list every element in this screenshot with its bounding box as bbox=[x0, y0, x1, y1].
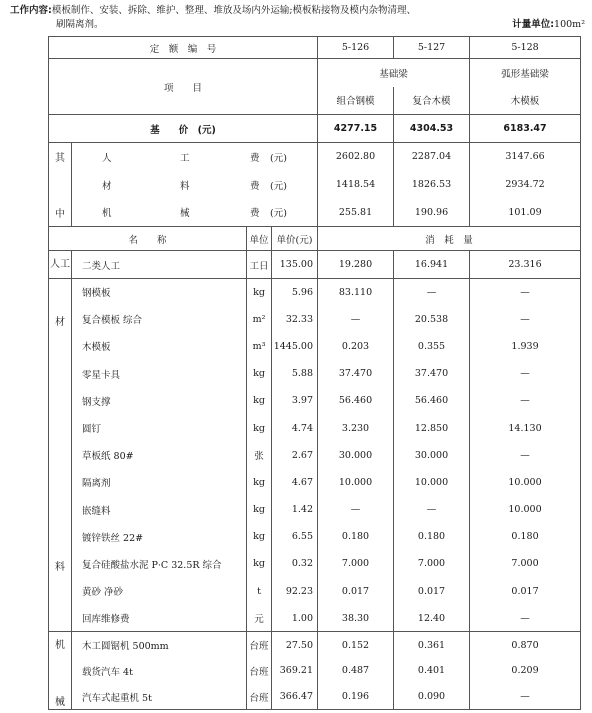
cost-value: 2934.72 bbox=[470, 171, 581, 199]
material-cat-bottom: 料 bbox=[55, 562, 65, 573]
cost-char-c: 费 bbox=[250, 180, 260, 192]
resource-name: 镀锌铁丝 22# bbox=[72, 523, 247, 550]
resource-row bbox=[49, 360, 581, 387]
resource-name: 钢模板 bbox=[72, 279, 247, 306]
consume-value: 7.000 bbox=[470, 550, 581, 577]
consume-value: 56.460 bbox=[394, 387, 470, 414]
resource-name: 圆钉 bbox=[72, 414, 247, 441]
cost-row bbox=[49, 171, 581, 199]
base-price-cell: 4304.53 bbox=[394, 115, 470, 143]
consume-value: 83.110 bbox=[318, 279, 394, 306]
subitem-cell: 木模板 bbox=[470, 87, 581, 115]
resource-name: 钢支撑 bbox=[72, 387, 247, 414]
resource-row bbox=[49, 442, 581, 469]
resource-name: 二类人工 bbox=[72, 251, 247, 279]
consume-value: 37.470 bbox=[318, 360, 394, 387]
resource-price: 135.00 bbox=[272, 251, 318, 279]
quota-table bbox=[48, 36, 581, 710]
labor-category: 人工 bbox=[49, 251, 72, 279]
resource-price: 2.67 bbox=[272, 442, 318, 469]
resource-unit: t bbox=[247, 578, 272, 605]
resource-price: 32.33 bbox=[272, 306, 318, 333]
resource-unit: 张 bbox=[247, 442, 272, 469]
work-content-header bbox=[10, 4, 585, 32]
consume-value: 7.000 bbox=[318, 550, 394, 577]
qizhong-cell bbox=[49, 171, 72, 199]
consume-value: 0.017 bbox=[318, 578, 394, 605]
quota-code-label: 定 额 编 号 bbox=[49, 37, 318, 59]
resource-name: 隔离剂 bbox=[72, 469, 247, 496]
work-content-line1 bbox=[10, 4, 585, 18]
resource-row bbox=[49, 469, 581, 496]
cost-value: 2287.04 bbox=[394, 143, 470, 171]
consume-value: 14.130 bbox=[470, 414, 581, 441]
resource-row bbox=[49, 523, 581, 550]
cost-value: 1826.53 bbox=[394, 171, 470, 199]
consume-value: 0.017 bbox=[470, 578, 581, 605]
quota-code-row bbox=[49, 37, 581, 59]
cost-unit: (元) bbox=[270, 180, 287, 192]
measure-unit-value: 100m² bbox=[554, 19, 585, 30]
code-cell: 5-127 bbox=[394, 37, 470, 59]
resource-name: 草板纸 80# bbox=[72, 442, 247, 469]
resource-name: 复合模板 综合 bbox=[72, 306, 247, 333]
resource-row bbox=[49, 658, 581, 684]
consume-value: 0.180 bbox=[318, 523, 394, 550]
consume-value: 0.487 bbox=[318, 658, 394, 684]
resource-row bbox=[49, 387, 581, 414]
resource-name: 回库维修费 bbox=[72, 605, 247, 632]
consume-value: 0.355 bbox=[394, 333, 470, 360]
consume-value: 10.000 bbox=[470, 496, 581, 523]
consume-value: — bbox=[470, 684, 581, 710]
measure-unit-label: 计量单位: bbox=[512, 19, 555, 30]
cost-char-a: 材 bbox=[102, 180, 112, 192]
resource-unit: kg bbox=[247, 496, 272, 523]
resource-unit: 台班 bbox=[247, 632, 272, 658]
consume-value: 10.000 bbox=[394, 469, 470, 496]
cost-row bbox=[49, 143, 581, 171]
resource-row bbox=[49, 333, 581, 360]
code-cell: 5-126 bbox=[318, 37, 394, 59]
cost-char-c: 费 bbox=[250, 152, 260, 164]
resource-unit: 台班 bbox=[247, 658, 272, 684]
resource-row bbox=[49, 414, 581, 441]
resource-name: 木工圆锯机 500mm bbox=[72, 632, 247, 658]
machine-cat-bottom: 械 bbox=[55, 697, 65, 709]
cost-char-a: 人 bbox=[102, 152, 112, 164]
resource-header-row bbox=[49, 227, 581, 251]
consume-value: 23.316 bbox=[470, 251, 581, 279]
consume-value: 0.017 bbox=[394, 578, 470, 605]
resource-price: 4.74 bbox=[272, 414, 318, 441]
resource-unit: m³ bbox=[247, 333, 272, 360]
consume-value: 0.203 bbox=[318, 333, 394, 360]
resource-price: 1445.00 bbox=[272, 333, 318, 360]
resource-unit: 元 bbox=[247, 605, 272, 632]
resource-row bbox=[49, 684, 581, 710]
cost-label bbox=[72, 143, 318, 171]
resource-unit: kg bbox=[247, 414, 272, 441]
subitem-cell: 组合钢模 bbox=[318, 87, 394, 115]
resource-price: 5.96 bbox=[272, 279, 318, 306]
consume-value: 38.30 bbox=[318, 605, 394, 632]
consume-value: — bbox=[470, 360, 581, 387]
resource-name: 木模板 bbox=[72, 333, 247, 360]
resource-name: 复合硅酸盐水泥 P·C 32.5R 综合 bbox=[72, 550, 247, 577]
cost-value: 101.09 bbox=[470, 199, 581, 227]
consume-value: 7.000 bbox=[394, 550, 470, 577]
resource-row bbox=[49, 632, 581, 658]
base-price-label: 基 价 (元) bbox=[49, 115, 318, 143]
material-cat-top: 材 bbox=[55, 317, 65, 328]
cost-value: 190.96 bbox=[394, 199, 470, 227]
consume-value: 16.941 bbox=[394, 251, 470, 279]
cost-char-b: 工 bbox=[180, 152, 190, 164]
resource-unit: kg bbox=[247, 360, 272, 387]
consume-value: 19.280 bbox=[318, 251, 394, 279]
base-price-row bbox=[49, 115, 581, 143]
resource-price: 369.21 bbox=[272, 658, 318, 684]
base-price-cell: 4277.15 bbox=[318, 115, 394, 143]
cost-value: 1418.54 bbox=[318, 171, 394, 199]
consume-value: 10.000 bbox=[470, 469, 581, 496]
cost-char-a: 机 bbox=[102, 208, 112, 220]
group-basic-beam: 基础梁 bbox=[318, 59, 470, 87]
consume-value: 3.230 bbox=[318, 414, 394, 441]
consume-value: — bbox=[470, 442, 581, 469]
cost-value: 3147.66 bbox=[470, 143, 581, 171]
resource-unit: kg bbox=[247, 523, 272, 550]
resource-price: 1.00 bbox=[272, 605, 318, 632]
resource-unit: 台班 bbox=[247, 684, 272, 710]
cost-char-b: 械 bbox=[180, 208, 190, 220]
resource-row bbox=[49, 279, 581, 306]
machine-category bbox=[49, 632, 72, 710]
work-content-line2: 刷隔离剂。 bbox=[56, 19, 104, 30]
resource-name: 嵌缝料 bbox=[72, 496, 247, 523]
cost-unit: (元) bbox=[270, 208, 287, 220]
resource-price: 6.55 bbox=[272, 523, 318, 550]
resource-unit: kg bbox=[247, 387, 272, 414]
cost-char-b: 料 bbox=[180, 180, 190, 192]
consume-value: — bbox=[394, 496, 470, 523]
resource-unit: kg bbox=[247, 550, 272, 577]
resource-row bbox=[49, 496, 581, 523]
consume-value: — bbox=[318, 306, 394, 333]
consume-value: 0.209 bbox=[470, 658, 581, 684]
resource-unit: kg bbox=[247, 279, 272, 306]
consume-value: 20.538 bbox=[394, 306, 470, 333]
group-arc-beam: 弧形基础梁 bbox=[470, 59, 581, 87]
resource-row bbox=[49, 251, 581, 279]
consume-value: — bbox=[318, 496, 394, 523]
resource-name: 黄砂 净砂 bbox=[72, 578, 247, 605]
code-cell: 5-128 bbox=[470, 37, 581, 59]
resource-name: 零星卡具 bbox=[72, 360, 247, 387]
resource-unit: 工日 bbox=[247, 251, 272, 279]
resource-price: 4.67 bbox=[272, 469, 318, 496]
consume-value: 12.40 bbox=[394, 605, 470, 632]
resource-unit: kg bbox=[247, 469, 272, 496]
consume-value: 37.470 bbox=[394, 360, 470, 387]
cost-value: 255.81 bbox=[318, 199, 394, 227]
consume-value: 0.361 bbox=[394, 632, 470, 658]
consume-value: — bbox=[470, 279, 581, 306]
material-category bbox=[49, 279, 72, 632]
consume-col-label: 消 耗 量 bbox=[318, 227, 581, 251]
cost-label bbox=[72, 171, 318, 199]
resource-unit: m² bbox=[247, 306, 272, 333]
resource-price: 27.50 bbox=[272, 632, 318, 658]
item-label: 项 目 bbox=[49, 59, 318, 115]
consume-value: 0.180 bbox=[394, 523, 470, 550]
resource-name: 汽车式起重机 5t bbox=[72, 684, 247, 710]
cost-row bbox=[49, 199, 581, 227]
consume-value: 56.460 bbox=[318, 387, 394, 414]
base-price-cell: 6183.47 bbox=[470, 115, 581, 143]
consume-value: 1.939 bbox=[470, 333, 581, 360]
cost-unit: (元) bbox=[270, 152, 287, 164]
consume-value: 30.000 bbox=[318, 442, 394, 469]
consume-value: — bbox=[394, 279, 470, 306]
resource-price: 366.47 bbox=[272, 684, 318, 710]
resource-price: 0.32 bbox=[272, 550, 318, 577]
item-group-row bbox=[49, 59, 581, 87]
subitem-cell: 复合木模 bbox=[394, 87, 470, 115]
resource-row bbox=[49, 550, 581, 577]
consume-value: 0.196 bbox=[318, 684, 394, 710]
resource-price: 5.88 bbox=[272, 360, 318, 387]
resource-row bbox=[49, 605, 581, 632]
qizhong-cell: 中 bbox=[49, 199, 72, 227]
unit-col-label: 单位 bbox=[247, 227, 272, 251]
consume-value: 0.401 bbox=[394, 658, 470, 684]
resource-price: 92.23 bbox=[272, 578, 318, 605]
consume-value: 0.090 bbox=[394, 684, 470, 710]
consume-value: 12.850 bbox=[394, 414, 470, 441]
resource-row bbox=[49, 578, 581, 605]
price-col-label: 单价(元) bbox=[272, 227, 318, 251]
resource-price: 1.42 bbox=[272, 496, 318, 523]
cost-char-c: 费 bbox=[250, 208, 260, 220]
cost-label bbox=[72, 199, 318, 227]
consume-value: 0.870 bbox=[470, 632, 581, 658]
resource-name: 载货汽车 4t bbox=[72, 658, 247, 684]
name-col-label: 名 称 bbox=[49, 227, 247, 251]
work-content-text: 模板制作、安装、拆除、维护、整理、堆放及场内外运输;模板粘接物及模内杂物清理、 bbox=[51, 5, 417, 16]
resource-price: 3.97 bbox=[272, 387, 318, 414]
consume-value: 0.180 bbox=[470, 523, 581, 550]
measure-unit bbox=[512, 18, 585, 32]
work-content-label: 工作内容: bbox=[10, 5, 52, 16]
consume-value: — bbox=[470, 387, 581, 414]
resource-row bbox=[49, 306, 581, 333]
consume-value: — bbox=[470, 605, 581, 632]
machine-cat-top: 机 bbox=[55, 640, 65, 652]
consume-value: 30.000 bbox=[394, 442, 470, 469]
consume-value: — bbox=[470, 306, 581, 333]
cost-value: 2602.80 bbox=[318, 143, 394, 171]
consume-value: 10.000 bbox=[318, 469, 394, 496]
consume-value: 0.152 bbox=[318, 632, 394, 658]
qizhong-cell: 其 bbox=[49, 143, 72, 171]
